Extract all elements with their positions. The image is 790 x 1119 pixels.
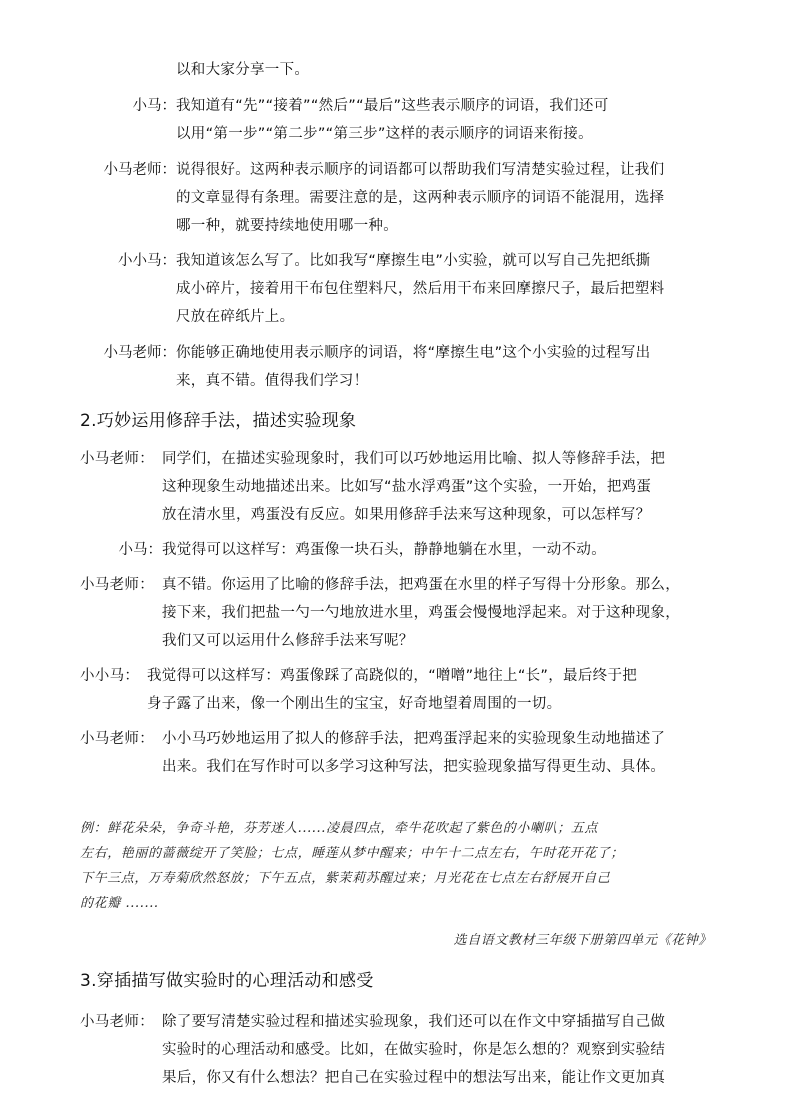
paragraph-line: 我知道该怎么写了。比如我写“摩擦生电”小实验，就可以写自己先把纸撕 [176,253,651,269]
paragraph-line: 我觉得可以这样写：鸡蛋像踩了高跷似的，“噌噌”地往上“长”，最后终于把 [147,668,638,684]
example-line: 左右，艳丽的蔷薇绽开了笑脸；七点，睡莲从梦中醒来；中午十二点左右，午时花开花了； [80,846,625,861]
paragraph-line: 尺放在碎纸片上。 [176,309,295,325]
paragraph-line: 说得很好。这两种表示顺序的词语都可以帮助我们写清楚实验过程，让我们 [176,162,665,178]
paragraph-line: 以用“第一步”“第二步”“第三步”这样的表示顺序的词语来衔接。 [176,126,593,142]
paragraph-line: 以和大家分享一下。 [176,62,310,78]
paragraph-line: 我知道有“先”“接着”“然后”“最后”这些表示顺序的词语，我们还可 [176,98,609,114]
speaker-label: 小马老师： [103,162,176,178]
paragraph-line: 这种现象生动地描述出来。比如写“盐水浮鸡蛋”这个实验，一开始，把鸡蛋 [162,479,652,495]
speaker-label: 小马： [132,98,176,114]
example-line: 例：鲜花朵朵，争奇斗艳，芬芳迷人......凌晨四点，牵牛花吹起了紫色的小喇叭；五点 [80,821,598,836]
paragraph-line: 的文章显得有条理。需要注意的是，这两种表示顺序的词语不能混用，选择 [176,190,665,206]
paragraph-line: 你能够正确地使用表示顺序的词语，将“摩擦生电”这个小实验的过程写出 [176,345,651,361]
paragraph-line: 身子露了出来，像一个刚出生的宝宝，好奇地望着周围的一切。 [147,696,562,712]
speaker-label: 小小马： [80,668,140,684]
speaker-label: 小马老师： [80,451,154,467]
paragraph-line: 哪一种，就要持续地使用哪一种。 [176,218,398,234]
paragraph-line: 出来。我们在写作时可以多学习这种写法，把实验现象描写得更生动、具体。 [162,759,666,775]
paragraph-line: 小小马巧妙地运用了拟人的修辞手法，把鸡蛋浮起来的实验现象生动地描述了 [162,731,666,747]
speaker-label: 小小马： [118,253,176,269]
paragraph-line: 果后，你又有什么想法？把自己在实验过程中的想法写出来，能让作文更加真 [162,1070,666,1086]
speaker-label: 小马老师： [80,731,154,747]
paragraph-line: 来，真不错。值得我们学习！ [176,373,369,389]
paragraph-line: 成小碎片，接着用干布包住塑料尺，然后用干布来回摩擦尺子，最后把塑料 [176,281,665,297]
paragraph-line: 同学们，在描述实验现象时，我们可以巧妙地运用比喻、拟人等修辞手法，把 [162,451,666,467]
section-heading: 2.巧妙运用修辞手法，描述实验现象 [80,411,357,431]
example-line: 下午三点，万寿菊欣然怒放；下午五点，紫茉莉苏醒过来；月光花在七点左右舒展开自己 [80,871,611,886]
speaker-label: 小马老师： [80,577,154,593]
section-heading: 3.穿插描写做实验时的心理活动和感受 [80,971,374,991]
speaker-label: 小马： [118,542,162,558]
paragraph-line: 放在清水里，鸡蛋没有反应。如果用修辞手法来写这种现象，可以怎样写？ [162,507,651,523]
example-line: 的花瓣 ....... [80,896,159,911]
paragraph-line: 我们又可以运用什么修辞手法来写呢？ [162,633,414,649]
paragraph-line: 真不错。你运用了比喻的修辞手法，把鸡蛋在水里的样子写得十分形象。那么， [162,577,680,593]
paragraph-line: 接下来，我们把盐一勺一勺地放进水里，鸡蛋会慢慢地浮起来。对于这种现象， [162,605,680,621]
paragraph-line: 实验时的心理活动和感受。比如，在做实验时，你是怎么想的？观察到实验结 [162,1042,666,1058]
example-source: 选自语文教材三年级下册第四单元《花钟》 [453,933,712,948]
paragraph-line: 除了要写清楚实验过程和描述实验现象，我们还可以在作文中穿插描写自己做 [162,1014,666,1030]
speaker-label: 小马老师： [103,345,176,361]
paragraph-line: 我觉得可以这样写：鸡蛋像一块石头，静静地躺在水里，一动不动。 [162,542,606,558]
speaker-label: 小马老师： [80,1014,154,1030]
